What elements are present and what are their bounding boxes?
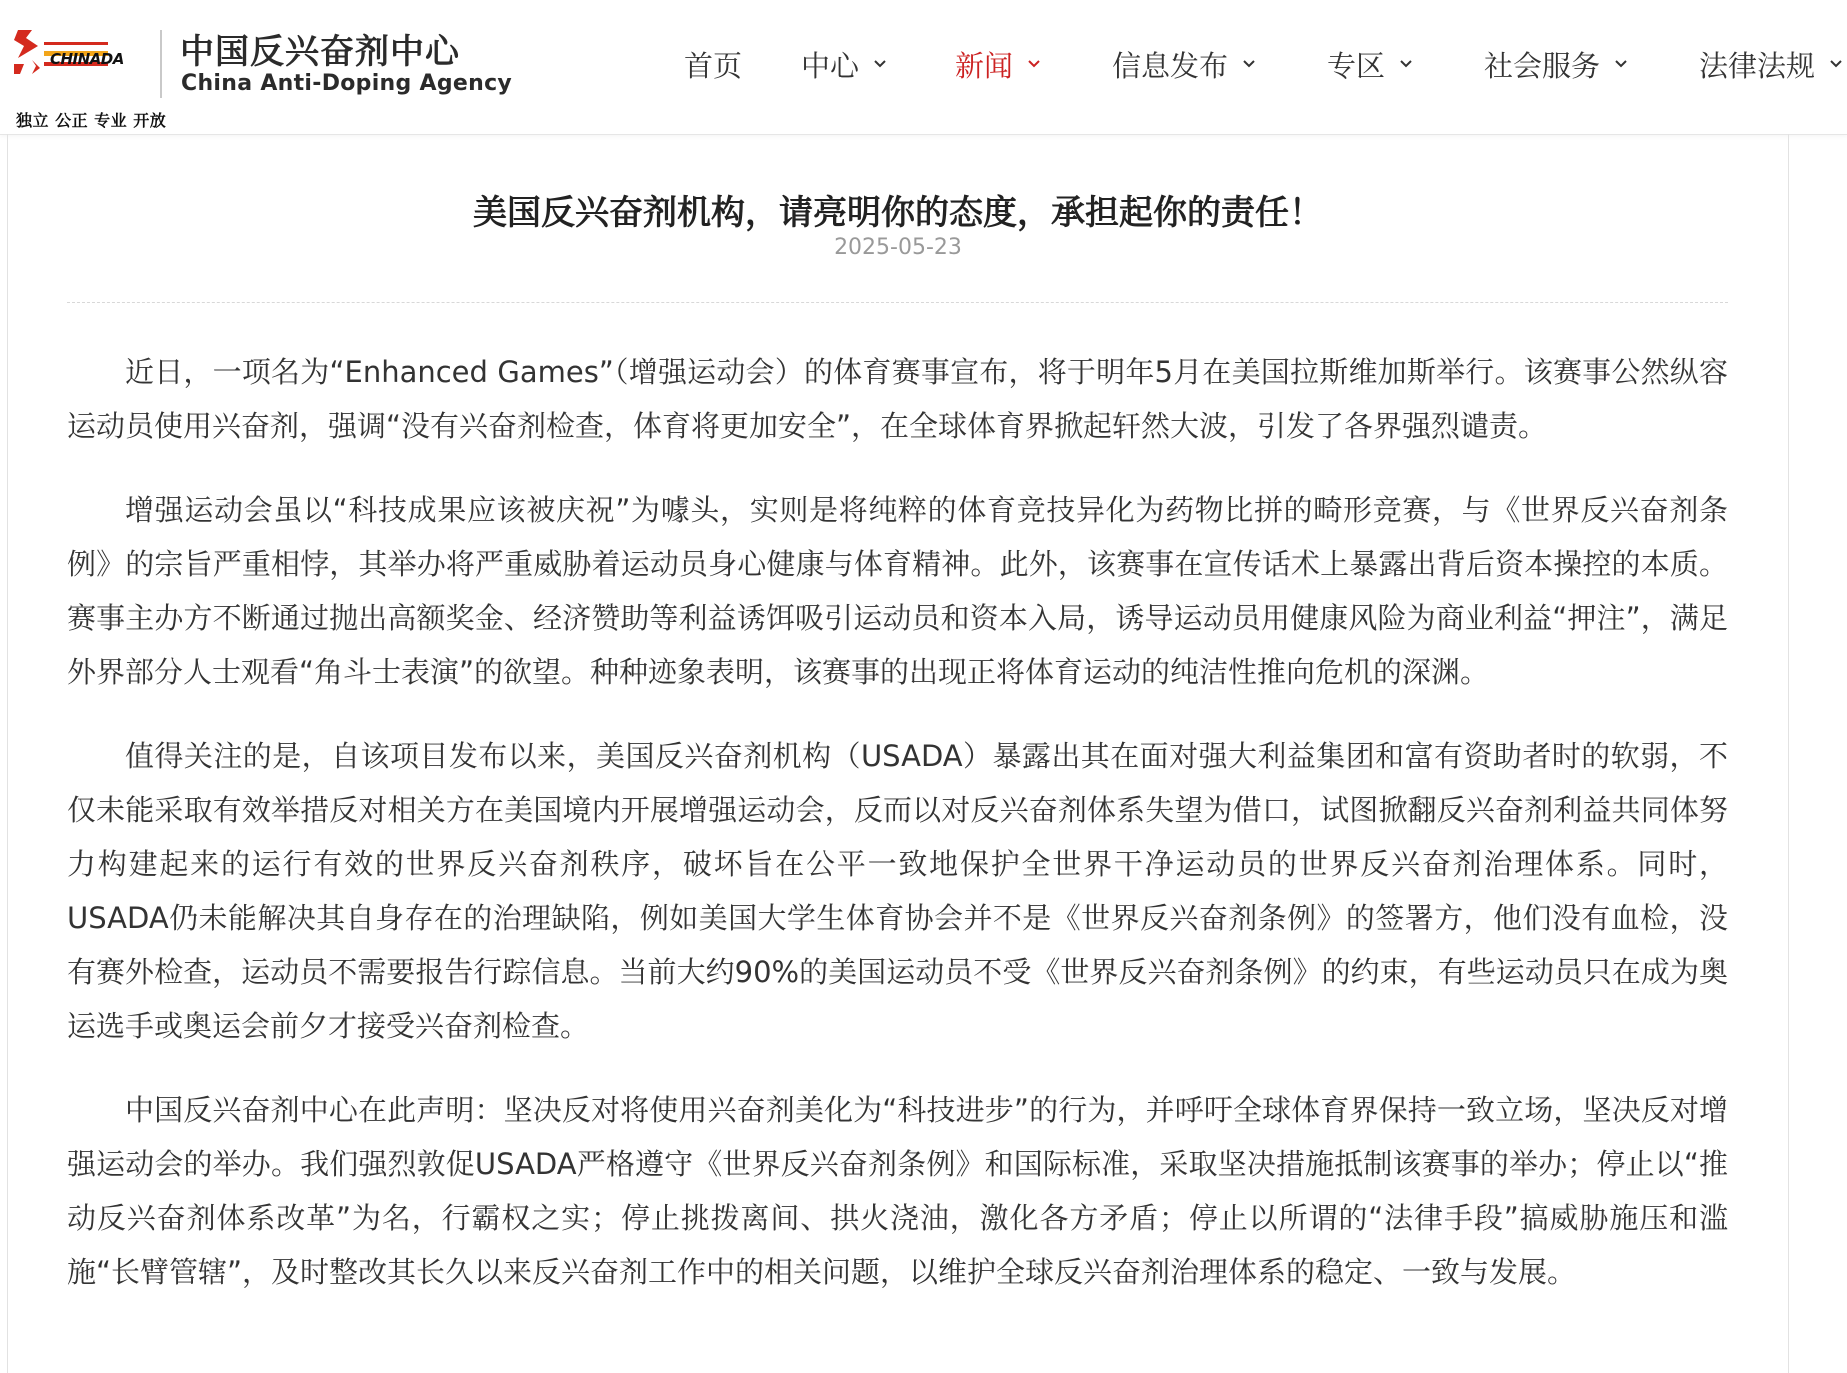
nav-item-label: 首页 <box>684 48 743 83</box>
nav-item-label: 新闻 <box>955 48 1014 83</box>
article-paragraph: 中国反兴奋剂中心在此声明：坚决反对将使用兴奋剂美化为“科技进步”的行为，并呼吁全球体育界保持一致立场，坚决反对增强运动会的举办。我们强烈敦促USADA严格遵守《世界反兴奋剂条例》和国际标准，采取坚决措施抵制该赛事的举办；停止以“推动反兴奋剂体系改革”为名，行霸权之实；停止挑拨离间、拱火浇油，激化各方矛盾；停止以所谓的“法律手段”搞威胁施压和滥施“长臂管辖”，及时整改其长久以来反兴奋剂工作中的相关问题，以维护全球反兴奋剂治理体系的稳定、一致与发展。 <box>67 1093 1728 1289</box>
article-date: 2025-05-23 <box>834 235 962 260</box>
logo-slogan: 独立 公正 专业 开放 <box>16 111 167 130</box>
nav-item-label: 专区 <box>1327 48 1386 83</box>
chevron-down-icon <box>1027 57 1041 71</box>
nav-item-home[interactable] <box>684 44 742 84</box>
nav-item-social-services[interactable] <box>1484 44 1628 84</box>
site-header <box>0 0 1847 135</box>
chevron-down-icon <box>873 57 887 71</box>
chevron-down-icon <box>1829 57 1843 71</box>
nav-item-label: 中心 <box>801 48 860 83</box>
content-border-right <box>1788 134 1789 1373</box>
content-border-left <box>7 134 8 1373</box>
nav-item-news[interactable] <box>955 44 1041 84</box>
nav-item-label: 信息发布 <box>1112 48 1229 83</box>
nav-item-label: 法律法规 <box>1699 48 1816 83</box>
chevron-down-icon <box>1614 57 1628 71</box>
site-title-cn[interactable]: 中国反兴奋剂中心 <box>180 32 460 72</box>
logo-mark-text: CHINADA <box>50 50 124 68</box>
nav-item-label: 社会服务 <box>1484 48 1601 83</box>
nav-item-special-zone[interactable] <box>1327 44 1413 84</box>
site-title-en[interactable]: China Anti-Doping Agency <box>181 71 513 96</box>
article-paragraph: 近日，一项名为“Enhanced Games”（增强运动会）的体育赛事宣布，将于明年5月在美国拉斯维加斯举行。该赛事公然纵容运动员使用兴奋剂，强调“没有兴奋剂检查，体育将更加安全”，在全球体育界掀起轩然大波，引发了各界强烈谴责。 <box>67 355 1728 443</box>
article-paragraph: 增强运动会虽以“科技成果应该被庆祝”为噱头，实则是将纯粹的体育竞技异化为药物比拼的畸形竞赛，与《世界反兴奋剂条例》的宗旨严重相悖，其举办将严重威胁着运动员身心健康与体育精神。此外，该赛事在宣传话术上暴露出背后资本操控的本质。赛事主办方不断通过抛出高额奖金、经济赞助等利益诱饵吸引运动员和资本入局，诱导运动员用健康风险为商业利益“押注”，满足外界部分人士观看“角斗士表演”的欲望。种种迹象表明，该赛事的出现正将体育运动的纯洁性推向危机的深渊。 <box>67 493 1728 689</box>
nav-item-laws[interactable] <box>1699 44 1843 84</box>
main-nav <box>0 0 1847 134</box>
nav-item-center[interactable] <box>801 44 887 84</box>
chevron-down-icon <box>1399 57 1413 71</box>
article-title: 美国反兴奋剂机构，请亮明你的态度，承担起你的责任！ <box>473 192 1323 233</box>
chevron-down-icon <box>1242 57 1256 71</box>
article-divider <box>67 302 1728 303</box>
article-body <box>67 345 1728 1329</box>
nav-item-info-release[interactable] <box>1112 44 1256 84</box>
article-paragraph: 值得关注的是，自该项目发布以来，美国反兴奋剂机构（USADA）暴露出其在面对强大利益集团和富有资助者时的软弱，不仅未能采取有效举措反对相关方在美国境内开展增强运动会，反而以对反兴奋剂体系失望为借口，试图掀翻反兴奋剂利益共同体努力构建起来的运行有效的世界反兴奋剂秩序，破坏旨在公平一致地保护全世界干净运动员的世界反兴奋剂治理体系。同时，USADA仍未能解决其自身存在的治理缺陷，例如美国大学生体育协会并不是《世界反兴奋剂条例》的签署方，他们没有血检，没有赛外检查，运动员不需要报告行踪信息。当前大约90%的美国运动员不受《世界反兴奋剂条例》的约束，有些运动员只在成为奥运选手或奥运会前夕才接受兴奋剂检查。 <box>67 739 1728 1043</box>
